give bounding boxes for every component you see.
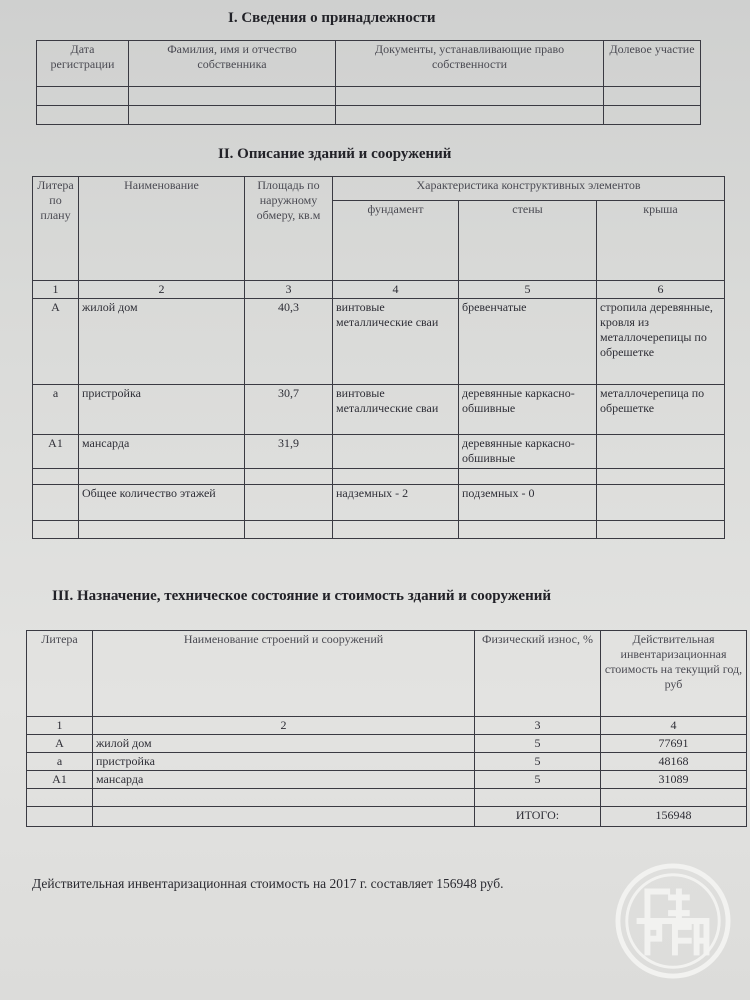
- empty-cell: [336, 106, 604, 125]
- empty-cell: [245, 485, 333, 521]
- empty-cell: [604, 106, 701, 125]
- header-litera: Литера по плану: [33, 177, 79, 281]
- row-area: 31,9: [245, 435, 333, 469]
- section-1-title: I. Сведения о принадлежности: [228, 10, 436, 26]
- header-roof: крыша: [597, 201, 725, 281]
- empty-cell: [333, 469, 459, 485]
- floors-label: Общее количество этажей: [79, 485, 245, 521]
- table-row: [27, 753, 747, 771]
- above-ground-floors: надземных - 2: [333, 485, 459, 521]
- empty-cell: [129, 87, 336, 106]
- header-foundation: фундамент: [333, 201, 459, 281]
- empty-cell: [33, 521, 79, 539]
- col-number: 5: [459, 281, 597, 299]
- empty-cell: [459, 469, 597, 485]
- empty-cell: [93, 807, 475, 827]
- row-litera: а: [27, 753, 93, 771]
- empty-cell: [33, 485, 79, 521]
- empty-cell: [27, 789, 93, 807]
- table-row: [33, 385, 725, 435]
- col-number: 2: [79, 281, 245, 299]
- row-litera: А1: [33, 435, 79, 469]
- buildings-table: [32, 176, 725, 539]
- empty-cell: [33, 469, 79, 485]
- header-walls: стены: [459, 201, 597, 281]
- empty-cell: [604, 87, 701, 106]
- header-ownership-documents: Документы, устанавливающие право собственности: [336, 41, 604, 87]
- empty-cell: [597, 469, 725, 485]
- header-name: Наименование: [79, 177, 245, 281]
- row-roof: [597, 435, 725, 469]
- inventory-value-statement: Действительная инвентаризационная стоимость на 2017 г. составляет 156948 руб.: [32, 876, 504, 891]
- total-label: ИТОГО:: [475, 807, 601, 827]
- row-name: пристройка: [93, 753, 475, 771]
- row-roof: металлочерепица по обрешетке: [597, 385, 725, 435]
- row-wear: 5: [475, 735, 601, 753]
- row-litera: а: [33, 385, 79, 435]
- col-number: 6: [597, 281, 725, 299]
- section-2-title: II. Описание зданий и сооружений: [218, 146, 452, 162]
- row-name: мансарда: [79, 435, 245, 469]
- empty-cell: [333, 521, 459, 539]
- empty-cell: [79, 469, 245, 485]
- empty-cell: [37, 106, 129, 125]
- header-characteristics: Характеристика конструктивных элементов: [333, 177, 725, 201]
- row-value: 31089: [601, 771, 747, 789]
- empty-cell: [459, 521, 597, 539]
- ownership-table: [36, 40, 701, 125]
- row-area: 30,7: [245, 385, 333, 435]
- table-row: [27, 735, 747, 753]
- header-physical-wear: Физический износ, %: [475, 631, 601, 717]
- total-row: [27, 807, 747, 827]
- col-number: 1: [33, 281, 79, 299]
- row-litera: А: [27, 735, 93, 753]
- floors-row: [33, 485, 725, 521]
- col-number: 3: [245, 281, 333, 299]
- table-row: [27, 771, 747, 789]
- header-share: Долевое участие: [604, 41, 701, 87]
- header-structure-name: Наименование строений и сооружений: [93, 631, 475, 717]
- row-walls: деревянные каркасно-обшивные: [459, 385, 597, 435]
- empty-cell: [597, 485, 725, 521]
- row-wear: 5: [475, 771, 601, 789]
- empty-cell: [129, 106, 336, 125]
- col-number: 1: [27, 717, 93, 735]
- col-number: 4: [333, 281, 459, 299]
- col-number: 2: [93, 717, 475, 735]
- header-litera: Литера: [27, 631, 93, 717]
- row-name: мансарда: [93, 771, 475, 789]
- row-name: жилой дом: [93, 735, 475, 753]
- seal-watermark-icon: [614, 862, 732, 980]
- empty-cell: [245, 469, 333, 485]
- header-inventory-value: Действительная инвентаризационная стоимость на текущий год, руб: [601, 631, 747, 717]
- empty-cell: [93, 789, 475, 807]
- row-name: жилой дом: [79, 299, 245, 385]
- col-number: 3: [475, 717, 601, 735]
- row-foundation: винтовые металлические сваи: [333, 299, 459, 385]
- row-walls: бревенчатые: [459, 299, 597, 385]
- table-row: [33, 299, 725, 385]
- row-area: 40,3: [245, 299, 333, 385]
- col-number: 4: [601, 717, 747, 735]
- empty-cell: [475, 789, 601, 807]
- header-area: Площадь по наружному обмеру, кв.м: [245, 177, 333, 281]
- row-wear: 5: [475, 753, 601, 771]
- empty-cell: [79, 521, 245, 539]
- row-value: 48168: [601, 753, 747, 771]
- empty-cell: [601, 789, 747, 807]
- row-foundation: винтовые металлические сваи: [333, 385, 459, 435]
- empty-cell: [336, 87, 604, 106]
- section-3-title: III. Назначение, техническое состояние и стоимость зданий и сооружений: [52, 588, 552, 604]
- table-row: [33, 435, 725, 469]
- empty-cell: [27, 807, 93, 827]
- row-litera: А1: [27, 771, 93, 789]
- empty-cell: [245, 521, 333, 539]
- total-value: 156948: [601, 807, 747, 827]
- header-registration-date: Дата регистрации: [37, 41, 129, 87]
- underground-floors: подземных - 0: [459, 485, 597, 521]
- empty-cell: [597, 521, 725, 539]
- row-walls: деревянные каркасно-обшивные: [459, 435, 597, 469]
- row-foundation: [333, 435, 459, 469]
- header-owner-name: Фамилия, имя и отчество собственника: [129, 41, 336, 87]
- empty-cell: [37, 87, 129, 106]
- row-name: пристройка: [79, 385, 245, 435]
- row-litera: А: [33, 299, 79, 385]
- row-roof: стропила деревянные, кровля из металлочерепицы по обрешетке: [597, 299, 725, 385]
- valuation-table: [26, 630, 747, 827]
- row-value: 77691: [601, 735, 747, 753]
